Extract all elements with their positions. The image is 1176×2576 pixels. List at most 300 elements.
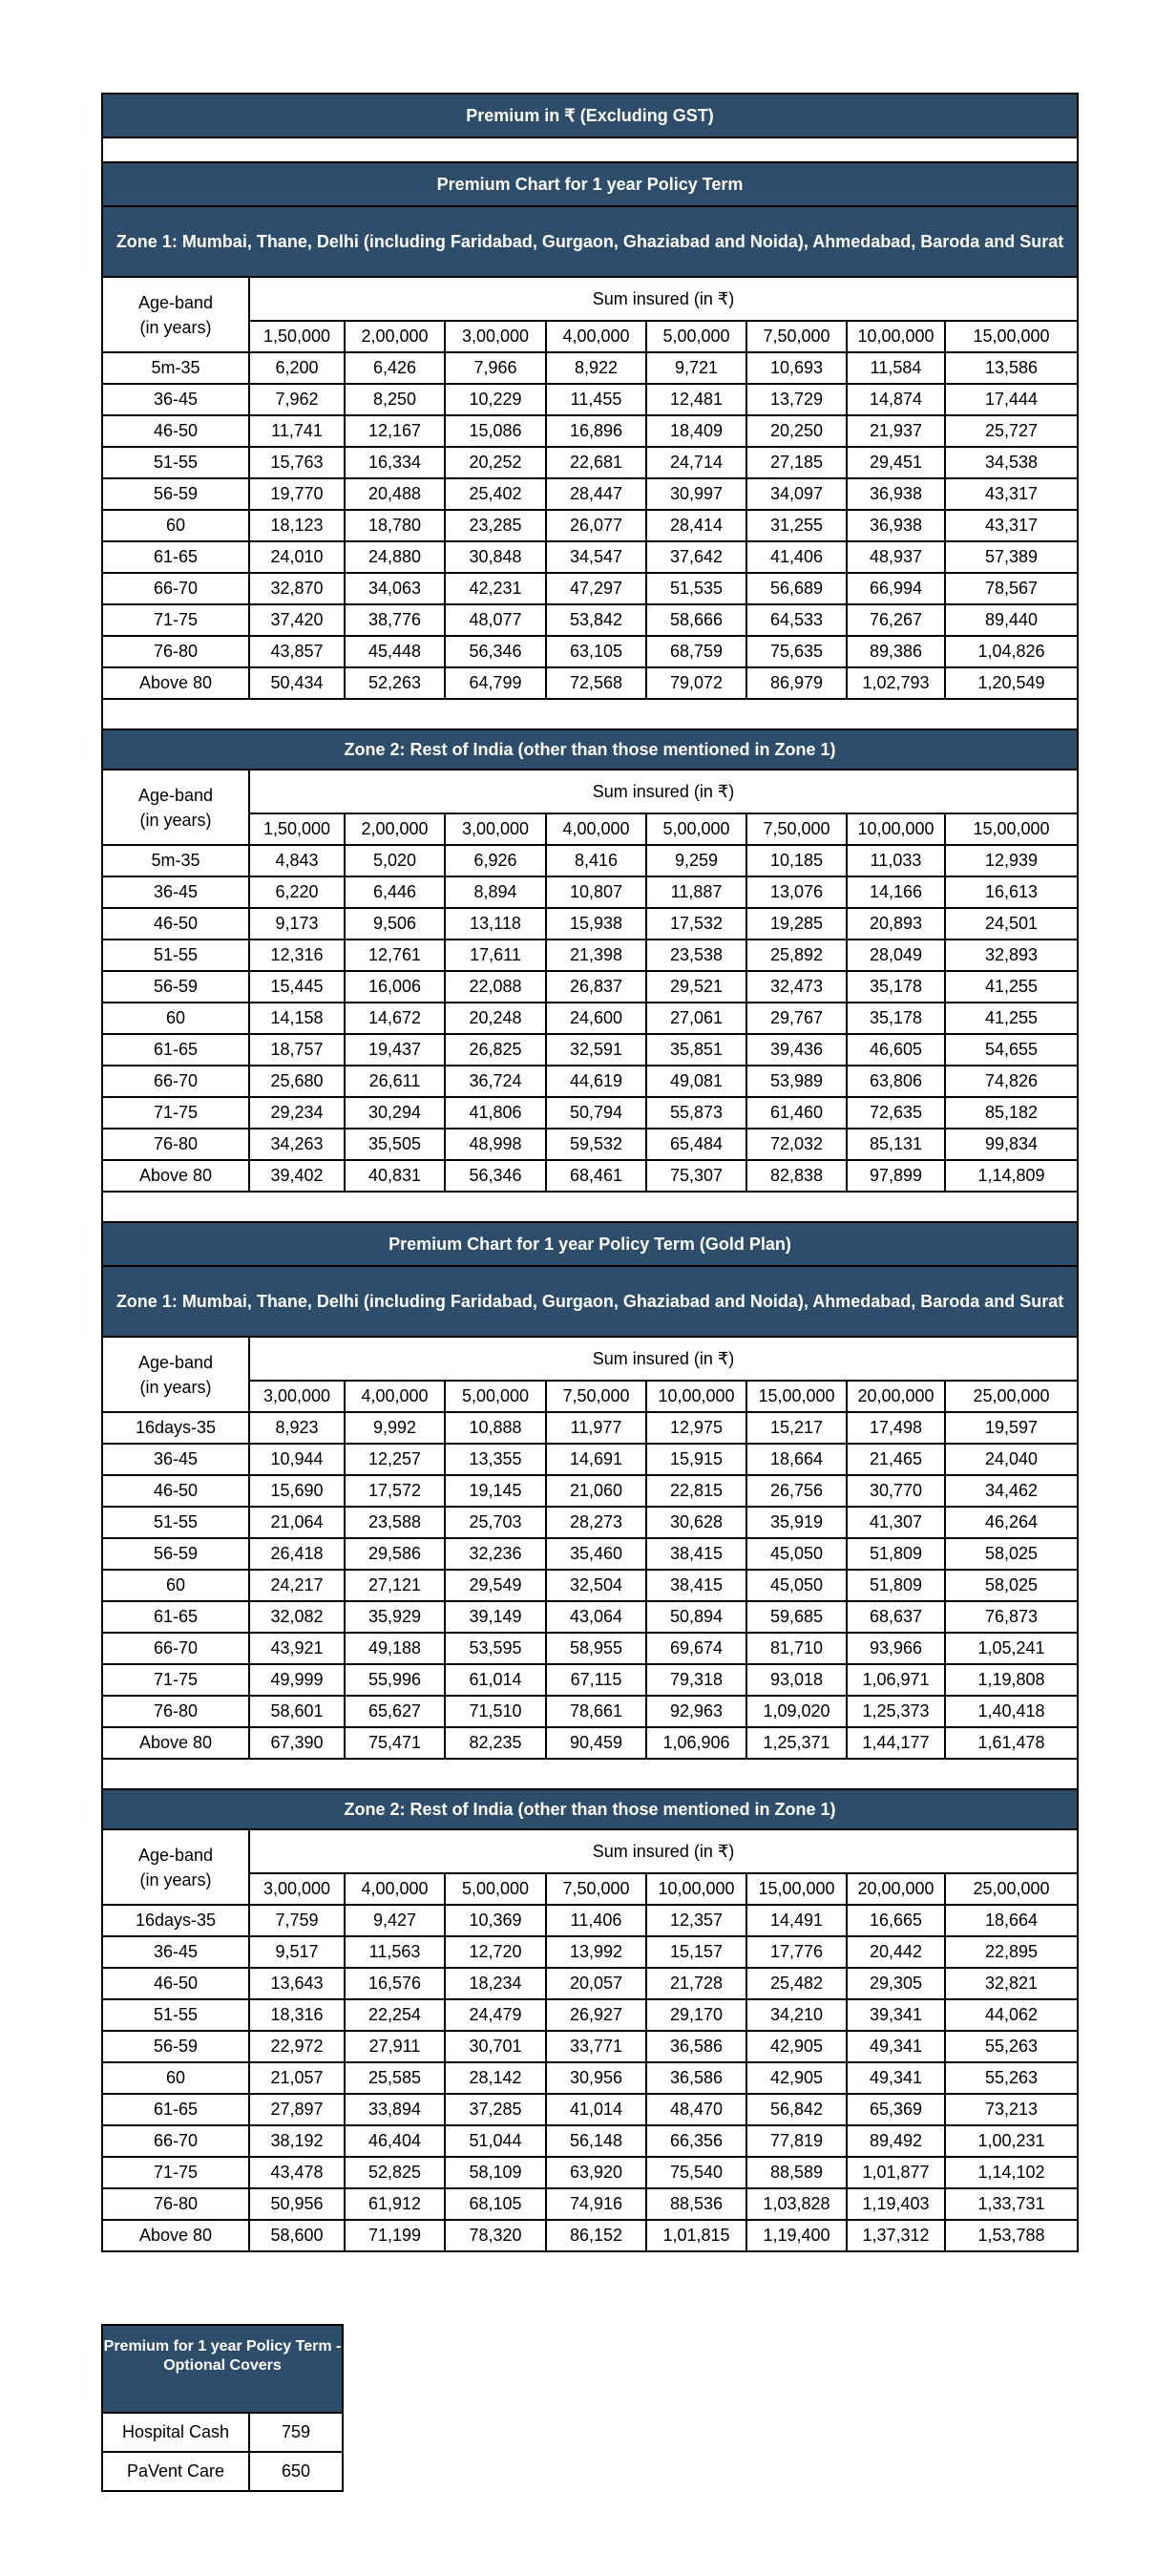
premium-cell: 99,834 <box>945 1129 1078 1160</box>
premium-cell: 18,664 <box>746 1444 847 1475</box>
table-row <box>102 1097 1078 1129</box>
table-row <box>102 1905 1078 1936</box>
premium-cell: 59,532 <box>546 1129 646 1160</box>
sum-insured-column: 5,00,000 <box>646 813 746 845</box>
premium-cell: 20,057 <box>546 1968 646 1999</box>
optional-covers <box>101 2324 342 2492</box>
premium-cell: 29,305 <box>847 1968 945 1999</box>
spacer-row <box>102 1192 1078 1222</box>
chart-title: Premium Chart for 1 year Policy Term <box>102 162 1078 206</box>
premium-cell: 25,727 <box>945 415 1078 447</box>
premium-cell: 48,077 <box>445 604 546 636</box>
premium-cell: 16,576 <box>345 1968 445 1999</box>
cover-premium: 759 <box>249 2413 343 2452</box>
premium-cell: 63,105 <box>546 636 646 667</box>
premium-cell: 6,200 <box>249 352 345 384</box>
premium-cell: 6,426 <box>345 352 445 384</box>
table-row <box>102 1664 1078 1696</box>
sum-insured-column: 3,00,000 <box>249 1873 345 1905</box>
premium-cell: 56,346 <box>445 1160 546 1192</box>
premium-cell: 1,03,828 <box>746 2188 847 2220</box>
premium-cell: 78,567 <box>945 573 1078 604</box>
premium-cell: 19,285 <box>746 908 847 940</box>
premium-cell: 21,060 <box>546 1475 646 1507</box>
age-band-cell: 56-59 <box>102 971 249 1003</box>
age-band-cell: Above 80 <box>102 667 249 699</box>
premium-cell: 1,19,808 <box>945 1664 1078 1696</box>
premium-cell: 8,894 <box>445 876 546 908</box>
sum-insured-column: 7,50,000 <box>546 1873 646 1905</box>
premium-cell: 58,666 <box>646 604 746 636</box>
premium-cell: 43,478 <box>249 2157 345 2188</box>
premium-cell: 11,977 <box>546 1412 646 1444</box>
table-row <box>102 1003 1078 1034</box>
premium-cell: 24,040 <box>945 1444 1078 1475</box>
premium-cell: 86,152 <box>546 2220 646 2251</box>
premium-cell: 29,170 <box>646 1999 746 2031</box>
premium-cell: 1,20,549 <box>945 667 1078 699</box>
age-band-header <box>102 277 249 352</box>
premium-cell: 47,297 <box>546 573 646 604</box>
premium-cell: 75,635 <box>746 636 847 667</box>
sum-insured-header: Sum insured (in ₹) <box>249 770 1078 813</box>
premium-cell: 10,944 <box>249 1444 345 1475</box>
premium-cell: 19,437 <box>345 1034 445 1066</box>
premium-cell: 15,938 <box>546 908 646 940</box>
premium-cell: 26,611 <box>345 1066 445 1097</box>
table-row <box>102 636 1078 667</box>
table-row <box>102 2220 1078 2251</box>
premium-cell: 21,728 <box>646 1968 746 1999</box>
age-band-cell: 61-65 <box>102 2094 249 2125</box>
premium-cell: 1,61,478 <box>945 1727 1078 1759</box>
premium-cell: 32,893 <box>945 940 1078 971</box>
premium-cell: 55,263 <box>945 2062 1078 2094</box>
sum-insured-column: 20,00,000 <box>847 1873 945 1905</box>
table-row <box>102 1507 1078 1538</box>
sum-insured-header: Sum insured (in ₹) <box>249 277 1078 321</box>
premium-cell: 29,549 <box>445 1570 546 1601</box>
age-band-cell: 56-59 <box>102 478 249 510</box>
optional-cover-row <box>102 2413 343 2452</box>
age-band-cell: 36-45 <box>102 384 249 415</box>
premium-cell: 24,714 <box>646 447 746 478</box>
table-row <box>102 1696 1078 1727</box>
premium-cell: 11,584 <box>847 352 945 384</box>
premium-cell: 4,843 <box>249 845 345 876</box>
premium-cell: 10,693 <box>746 352 847 384</box>
premium-cell: 26,077 <box>546 510 646 541</box>
age-band-cell: 46-50 <box>102 1475 249 1507</box>
premium-cell: 14,691 <box>546 1444 646 1475</box>
age-band-cell: 76-80 <box>102 1129 249 1160</box>
premium-cell: 48,937 <box>847 541 945 573</box>
age-band-label: Age-band <box>137 1845 214 1865</box>
premium-cell: 51,044 <box>445 2125 546 2157</box>
premium-cell: 65,627 <box>345 1696 445 1727</box>
age-band-label: Age-band <box>137 785 214 805</box>
premium-cell: 45,448 <box>345 636 445 667</box>
table-row <box>102 573 1078 604</box>
premium-cell: 64,799 <box>445 667 546 699</box>
premium-cell: 33,771 <box>546 2031 646 2062</box>
premium-cell: 30,848 <box>445 541 546 573</box>
table-row <box>102 447 1078 478</box>
age-band-cell: 16days-35 <box>102 1905 249 1936</box>
premium-cell: 41,806 <box>445 1097 546 1129</box>
premium-cell: 27,185 <box>746 447 847 478</box>
premium-cell: 32,236 <box>445 1538 546 1570</box>
age-band-cell: 66-70 <box>102 1066 249 1097</box>
premium-cell: 1,05,241 <box>945 1633 1078 1664</box>
premium-cell: 25,402 <box>445 478 546 510</box>
age-band-header <box>102 770 249 845</box>
premium-cell: 26,837 <box>546 971 646 1003</box>
premium-cell: 34,538 <box>945 447 1078 478</box>
premium-cell: 72,635 <box>847 1097 945 1129</box>
premium-cell: 93,018 <box>746 1664 847 1696</box>
premium-cell: 88,589 <box>746 2157 847 2188</box>
premium-cell: 43,317 <box>945 510 1078 541</box>
premium-cell: 9,427 <box>345 1905 445 1936</box>
table-row <box>102 1475 1078 1507</box>
sum-insured-column: 7,50,000 <box>746 813 847 845</box>
premium-cell: 38,192 <box>249 2125 345 2157</box>
age-band-label: Age-band <box>137 1352 214 1372</box>
premium-cell: 18,409 <box>646 415 746 447</box>
premium-cell: 7,966 <box>445 352 546 384</box>
premium-cell: 75,307 <box>646 1160 746 1192</box>
table-row <box>102 1444 1078 1475</box>
premium-cell: 13,355 <box>445 1444 546 1475</box>
age-band-cell: 61-65 <box>102 1601 249 1633</box>
premium-cell: 5,020 <box>345 845 445 876</box>
table-row <box>102 1412 1078 1444</box>
premium-cell: 24,501 <box>945 908 1078 940</box>
table-row <box>102 940 1078 971</box>
premium-cell: 16,334 <box>345 447 445 478</box>
age-band-cell: 60 <box>102 2062 249 2094</box>
table-row <box>102 1601 1078 1633</box>
premium-cell: 8,250 <box>345 384 445 415</box>
age-band-cell: 56-59 <box>102 1538 249 1570</box>
premium-cell: 50,434 <box>249 667 345 699</box>
premium-cell: 21,057 <box>249 2062 345 2094</box>
premium-cell: 65,369 <box>847 2094 945 2125</box>
premium-cell: 56,148 <box>546 2125 646 2157</box>
spacer-row <box>102 1759 1078 1789</box>
premium-cell: 9,517 <box>249 1936 345 1968</box>
table-row <box>102 541 1078 573</box>
premium-cell: 22,815 <box>646 1475 746 1507</box>
premium-cell: 74,916 <box>546 2188 646 2220</box>
premium-cell: 50,794 <box>546 1097 646 1129</box>
premium-cell: 49,341 <box>847 2031 945 2062</box>
sum-insured-column: 4,00,000 <box>546 813 646 845</box>
premium-cell: 15,445 <box>249 971 345 1003</box>
premium-cell: 40,831 <box>345 1160 445 1192</box>
premium-cell: 49,188 <box>345 1633 445 1664</box>
premium-cell: 30,294 <box>345 1097 445 1129</box>
premium-cell: 26,927 <box>546 1999 646 2031</box>
premium-cell: 12,720 <box>445 1936 546 1968</box>
sum-insured-column: 10,00,000 <box>847 813 945 845</box>
premium-cell: 10,229 <box>445 384 546 415</box>
premium-cell: 45,050 <box>746 1570 847 1601</box>
premium-cell: 22,681 <box>546 447 646 478</box>
premium-cell: 12,316 <box>249 940 345 971</box>
age-band-cell: 51-55 <box>102 1507 249 1538</box>
premium-cell: 7,962 <box>249 384 345 415</box>
premium-cell: 1,25,373 <box>847 1696 945 1727</box>
age-band-cell: 61-65 <box>102 541 249 573</box>
premium-cell: 35,178 <box>847 1003 945 1034</box>
age-band-cell: 71-75 <box>102 2157 249 2188</box>
table-row <box>102 876 1078 908</box>
sum-insured-column: 5,00,000 <box>646 321 746 352</box>
age-band-unit: (in years) <box>139 810 212 830</box>
premium-cell: 11,033 <box>847 845 945 876</box>
premium-cell: 20,442 <box>847 1936 945 1968</box>
optional-covers-table <box>101 2324 344 2492</box>
table-row <box>102 478 1078 510</box>
premium-cell: 46,404 <box>345 2125 445 2157</box>
premium-cell: 53,989 <box>746 1066 847 1097</box>
premium-cell: 48,470 <box>646 2094 746 2125</box>
premium-cell: 18,664 <box>945 1905 1078 1936</box>
cover-name: Hospital Cash <box>102 2413 249 2452</box>
sum-insured-column: 15,00,000 <box>945 813 1078 845</box>
premium-cell: 13,118 <box>445 908 546 940</box>
premium-cell: 9,721 <box>646 352 746 384</box>
premium-cell: 49,081 <box>646 1066 746 1097</box>
table-row <box>102 971 1078 1003</box>
premium-cell: 56,689 <box>746 573 847 604</box>
sum-insured-column: 10,00,000 <box>646 1873 746 1905</box>
premium-cell: 11,887 <box>646 876 746 908</box>
premium-cell: 1,09,020 <box>746 1696 847 1727</box>
premium-cell: 71,510 <box>445 1696 546 1727</box>
age-band-cell: 76-80 <box>102 636 249 667</box>
premium-cell: 69,674 <box>646 1633 746 1664</box>
premium-cell: 41,255 <box>945 1003 1078 1034</box>
premium-cell: 1,06,971 <box>847 1664 945 1696</box>
premium-cell: 13,586 <box>945 352 1078 384</box>
premium-cell: 38,415 <box>646 1570 746 1601</box>
table-row <box>102 2188 1078 2220</box>
premium-cell: 16,006 <box>345 971 445 1003</box>
premium-cell: 13,076 <box>746 876 847 908</box>
table-row <box>102 1034 1078 1066</box>
table-row <box>102 1538 1078 1570</box>
premium-cell: 58,025 <box>945 1570 1078 1601</box>
premium-cell: 25,703 <box>445 1507 546 1538</box>
premium-cell: 37,285 <box>445 2094 546 2125</box>
premium-cell: 9,259 <box>646 845 746 876</box>
premium-cell: 76,267 <box>847 604 945 636</box>
premium-cell: 61,912 <box>345 2188 445 2220</box>
premium-cell: 14,874 <box>847 384 945 415</box>
premium-cell: 33,894 <box>345 2094 445 2125</box>
premium-cell: 1,37,312 <box>847 2220 945 2251</box>
premium-cell: 31,255 <box>746 510 847 541</box>
premium-cell: 58,109 <box>445 2157 546 2188</box>
premium-cell: 28,142 <box>445 2062 546 2094</box>
sum-insured-column: 4,00,000 <box>546 321 646 352</box>
spacer-row <box>102 699 1078 729</box>
premium-cell: 29,521 <box>646 971 746 1003</box>
premium-cell: 20,252 <box>445 447 546 478</box>
premium-cell: 34,547 <box>546 541 646 573</box>
sum-insured-column: 4,00,000 <box>345 1873 445 1905</box>
premium-cell: 18,316 <box>249 1999 345 2031</box>
age-band-cell: 66-70 <box>102 573 249 604</box>
optional-covers-title: Premium for 1 year Policy Term - Optional Covers <box>102 2325 343 2413</box>
premium-cell: 6,220 <box>249 876 345 908</box>
sum-insured-column: 5,00,000 <box>445 1381 546 1412</box>
age-band-cell: 66-70 <box>102 1633 249 1664</box>
premium-cell: 13,992 <box>546 1936 646 1968</box>
premium-cell: 23,588 <box>345 1507 445 1538</box>
sum-insured-column: 3,00,000 <box>249 1381 345 1412</box>
premium-cell: 35,919 <box>746 1507 847 1538</box>
premium-cell: 72,032 <box>746 1129 847 1160</box>
table-row <box>102 1727 1078 1759</box>
age-band-cell: 66-70 <box>102 2125 249 2157</box>
premium-cell: 51,535 <box>646 573 746 604</box>
premium-cell: 12,761 <box>345 940 445 971</box>
premium-cell: 92,963 <box>646 1696 746 1727</box>
premium-cell: 16,613 <box>945 876 1078 908</box>
premium-cell: 1,14,102 <box>945 2157 1078 2188</box>
sum-insured-column: 5,00,000 <box>445 1873 546 1905</box>
premium-cell: 30,770 <box>847 1475 945 1507</box>
premium-cell: 20,250 <box>746 415 847 447</box>
table-row <box>102 415 1078 447</box>
premium-cell: 1,04,826 <box>945 636 1078 667</box>
premium-cell: 38,415 <box>646 1538 746 1570</box>
premium-cell: 1,01,877 <box>847 2157 945 2188</box>
age-band-unit: (in years) <box>139 1869 212 1890</box>
premium-cell: 63,920 <box>546 2157 646 2188</box>
premium-cell: 63,806 <box>847 1066 945 1097</box>
premium-cell: 61,014 <box>445 1664 546 1696</box>
age-band-cell: 51-55 <box>102 447 249 478</box>
age-band-cell: Above 80 <box>102 1727 249 1759</box>
premium-cell: 19,145 <box>445 1475 546 1507</box>
premium-cell: 56,842 <box>746 2094 847 2125</box>
premium-cell: 32,821 <box>945 1968 1078 1999</box>
premium-cell: 27,061 <box>646 1003 746 1034</box>
premium-cell: 51,809 <box>847 1538 945 1570</box>
premium-cell: 43,921 <box>249 1633 345 1664</box>
premium-cell: 43,064 <box>546 1601 646 1633</box>
premium-cell: 29,451 <box>847 447 945 478</box>
premium-cell: 1,53,788 <box>945 2220 1078 2251</box>
premium-cell: 50,956 <box>249 2188 345 2220</box>
premium-cell: 17,611 <box>445 940 546 971</box>
sum-insured-column: 25,00,000 <box>945 1381 1078 1412</box>
sum-insured-header: Sum insured (in ₹) <box>249 1829 1078 1873</box>
premium-cell: 28,447 <box>546 478 646 510</box>
premium-cell: 34,210 <box>746 1999 847 2031</box>
premium-cell: 29,586 <box>345 1538 445 1570</box>
premium-cell: 25,680 <box>249 1066 345 1097</box>
premium-cell: 45,050 <box>746 1538 847 1570</box>
premium-cell: 14,672 <box>345 1003 445 1034</box>
premium-cell: 44,619 <box>546 1066 646 1097</box>
premium-cell: 36,586 <box>646 2031 746 2062</box>
premium-cell: 42,231 <box>445 573 546 604</box>
premium-cell: 22,254 <box>345 1999 445 2031</box>
premium-cell: 11,455 <box>546 384 646 415</box>
premium-cell: 41,307 <box>847 1507 945 1538</box>
premium-cell: 7,759 <box>249 1905 345 1936</box>
sum-insured-column: 15,00,000 <box>945 321 1078 352</box>
premium-cell: 23,538 <box>646 940 746 971</box>
premium-cell: 37,420 <box>249 604 345 636</box>
premium-cell: 9,506 <box>345 908 445 940</box>
premium-cell: 66,356 <box>646 2125 746 2157</box>
premium-cell: 36,938 <box>847 510 945 541</box>
premium-cell: 15,157 <box>646 1936 746 1968</box>
premium-cell: 48,998 <box>445 1129 546 1160</box>
age-band-cell: 36-45 <box>102 1444 249 1475</box>
table-row <box>102 2062 1078 2094</box>
premium-cell: 29,767 <box>746 1003 847 1034</box>
premium-cell: 46,605 <box>847 1034 945 1066</box>
premium-cell: 59,685 <box>746 1601 847 1633</box>
premium-cell: 75,471 <box>345 1727 445 1759</box>
table-row <box>102 1999 1078 2031</box>
premium-cell: 18,757 <box>249 1034 345 1066</box>
table-row <box>102 1129 1078 1160</box>
premium-cell: 37,642 <box>646 541 746 573</box>
premium-cell: 41,014 <box>546 2094 646 2125</box>
premium-cell: 12,939 <box>945 845 1078 876</box>
premium-cell: 11,563 <box>345 1936 445 1968</box>
age-band-cell: 16days-35 <box>102 1412 249 1444</box>
table-row <box>102 1936 1078 1968</box>
premium-cell: 20,488 <box>345 478 445 510</box>
premium-cell: 58,600 <box>249 2220 345 2251</box>
premium-cell: 14,158 <box>249 1003 345 1034</box>
age-band-cell: Above 80 <box>102 2220 249 2251</box>
premium-cell: 24,479 <box>445 1999 546 2031</box>
premium-cell: 16,665 <box>847 1905 945 1936</box>
premium-cell: 76,873 <box>945 1601 1078 1633</box>
premium-cell: 1,19,400 <box>746 2220 847 2251</box>
premium-cell: 89,492 <box>847 2125 945 2157</box>
premium-cell: 21,465 <box>847 1444 945 1475</box>
premium-cell: 97,899 <box>847 1160 945 1192</box>
age-band-cell: 71-75 <box>102 604 249 636</box>
premium-cell: 20,893 <box>847 908 945 940</box>
spacer-row <box>102 137 1078 162</box>
premium-cell: 89,440 <box>945 604 1078 636</box>
premium-cell: 85,131 <box>847 1129 945 1160</box>
sum-insured-column: 15,00,000 <box>746 1873 847 1905</box>
premium-cell: 14,491 <box>746 1905 847 1936</box>
age-band-header <box>102 1829 249 1905</box>
table-row <box>102 1066 1078 1097</box>
premium-cell: 93,966 <box>847 1633 945 1664</box>
premium-cell: 24,600 <box>546 1003 646 1034</box>
premium-cell: 30,701 <box>445 2031 546 2062</box>
premium-cell: 17,532 <box>646 908 746 940</box>
premium-cell: 79,318 <box>646 1664 746 1696</box>
premium-cell: 53,842 <box>546 604 646 636</box>
